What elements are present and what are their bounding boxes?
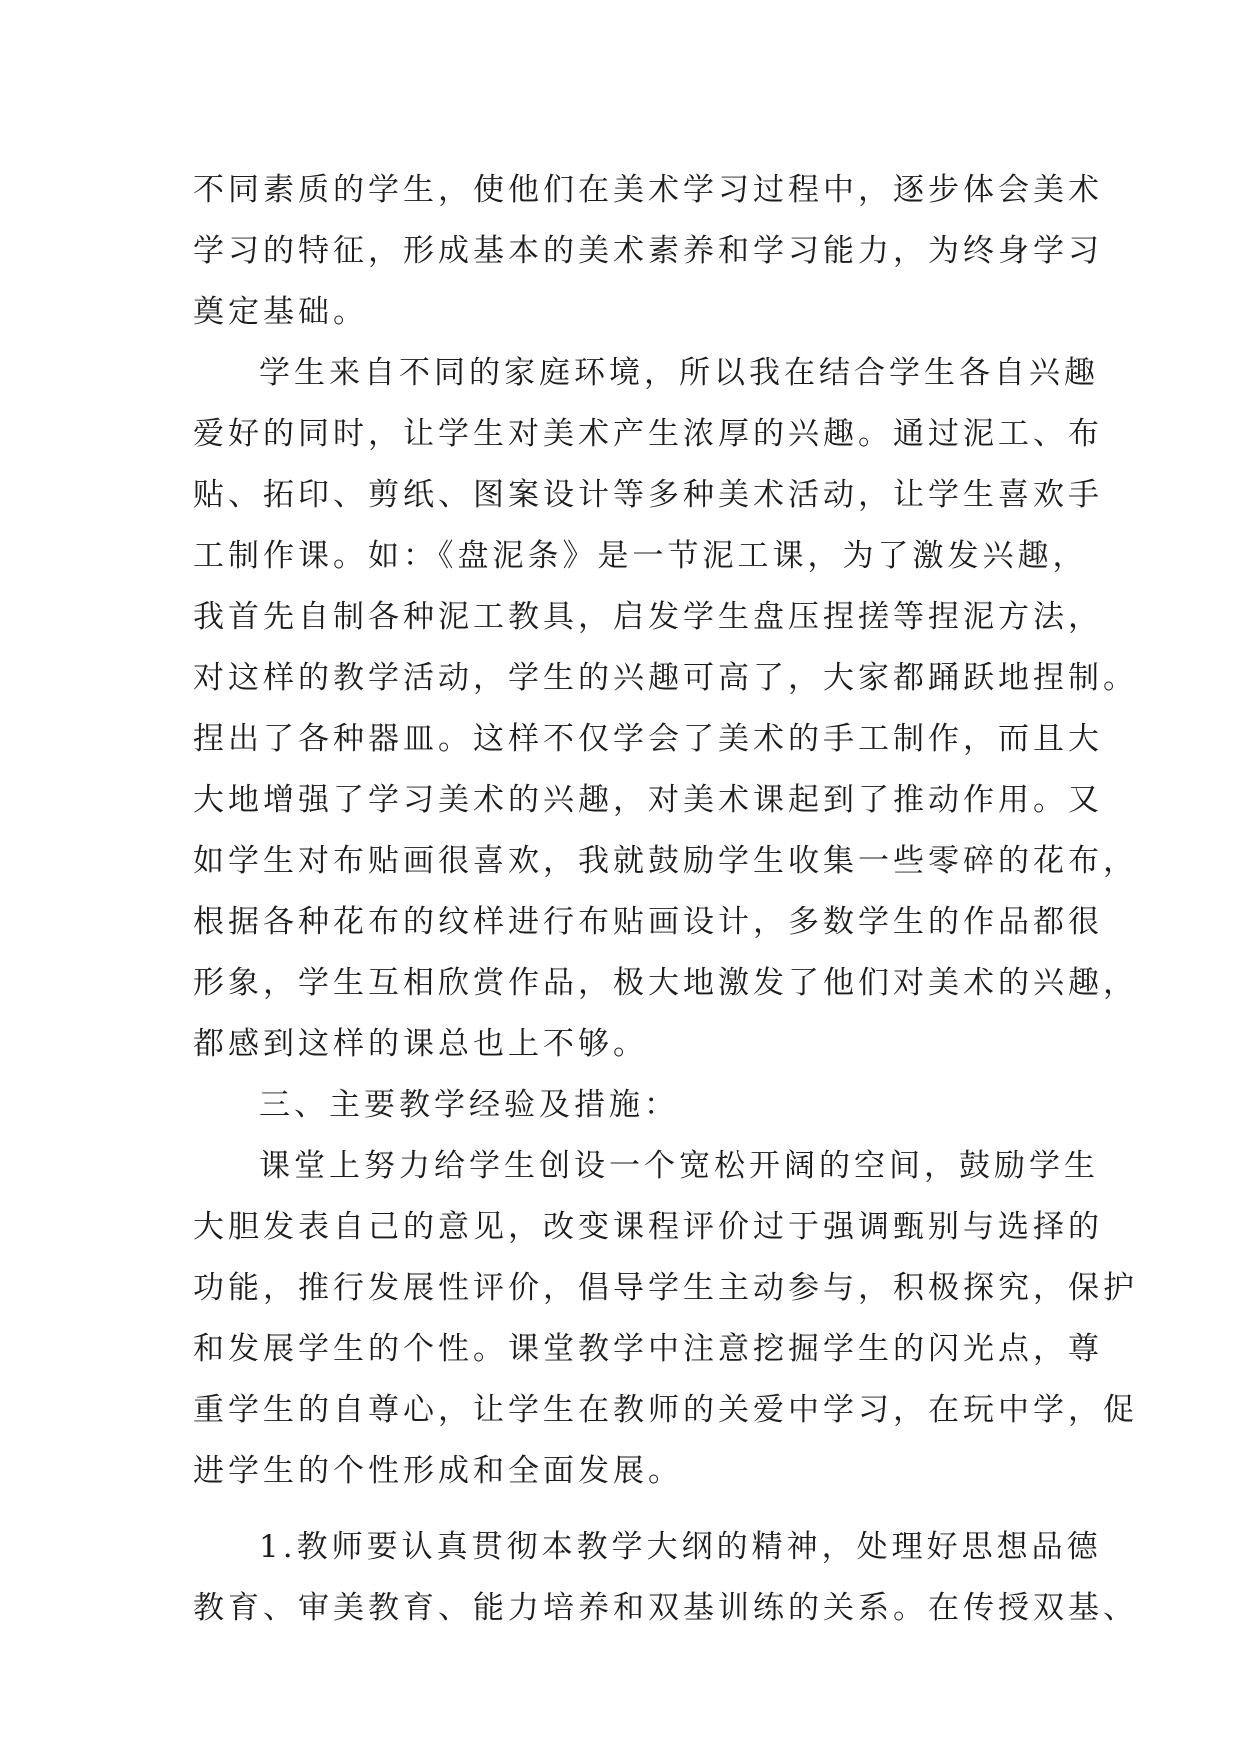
text-line: 奠定基础。	[193, 294, 368, 330]
text-line: 爱好的同时，让学生对美术产生浓厚的兴趣。通过泥工、布	[193, 416, 1103, 452]
text-line: 我首先自制各种泥工教具，启发学生盘压捏搓等捏泥方法，	[193, 599, 1103, 635]
text-line: 如学生对布贴画很喜欢，我就鼓励学生收集一些零碎的花布，	[193, 843, 1138, 879]
text-line: 重学生的自尊心，让学生在教师的关爱中学习，在玩中学，促	[193, 1392, 1138, 1428]
paragraph-first-line: 学生来自不同的家庭环境，所以我在结合学生各自兴趣	[259, 355, 1099, 391]
text-line: 教育、审美教育、能力培养和双基训练的关系。在传授双基、	[193, 1590, 1138, 1626]
text-line: 大地增强了学习美术的兴趣，对美术课起到了推动作用。又	[193, 782, 1103, 818]
text-line: 根据各种花布的纹样进行布贴画设计，多数学生的作品都很	[193, 904, 1103, 940]
text-line: 不同素质的学生，使他们在美术学习过程中，逐步体会美术	[193, 172, 1103, 208]
text-line: 形象，学生互相欣赏作品，极大地激发了他们对美术的兴趣，	[193, 965, 1138, 1001]
text-line: 对这样的教学活动，学生的兴趣可高了，大家都踊跃地捏制。	[193, 660, 1138, 696]
section-heading: 三、主要教学经验及措施：	[259, 1087, 679, 1123]
text-line: 贴、拓印、剪纸、图案设计等多种美术活动，让学生喜欢手	[193, 477, 1103, 513]
paragraph-first-line: 课堂上努力给学生创设一个宽松开阔的空间，鼓励学生	[259, 1148, 1099, 1184]
text-line: 学习的特征，形成基本的美术素养和学习能力，为终身学习	[193, 233, 1103, 269]
text-line: 进学生的个性形成和全面发展。	[193, 1453, 683, 1489]
numbered-item-first-line: 1.教师要认真贯彻本教学大纲的精神，处理好思想品德	[259, 1529, 1102, 1565]
text-line: 功能，推行发展性评价，倡导学生主动参与，积极探究，保护	[193, 1270, 1138, 1306]
text-line: 捏出了各种器皿。这样不仅学会了美术的手工制作，而且大	[193, 721, 1103, 757]
text-line: 工制作课。如：《盘泥条》是一节泥工课，为了激发兴趣，	[193, 538, 1088, 574]
text-line: 都感到这样的课总也上不够。	[193, 1026, 648, 1062]
document-body	[193, 160, 1138, 1639]
text-line: 和发展学生的个性。课堂教学中注意挖掘学生的闪光点，尊	[193, 1331, 1103, 1367]
text-line: 大胆发表自己的意见，改变课程评价过于强调甄别与选择的	[193, 1209, 1103, 1245]
